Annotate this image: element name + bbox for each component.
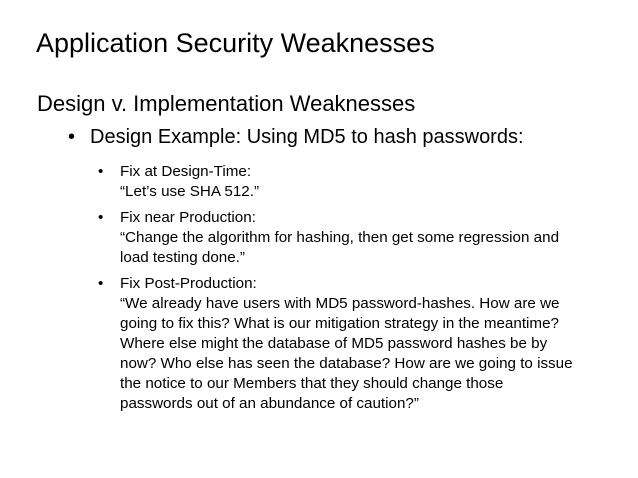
sub-bullet-near-production [98, 208, 559, 268]
bullet-icon: • [98, 209, 104, 226]
sub-bullet-body: “Let’s use SHA 512.” [120, 183, 260, 200]
sub-bullet-body: “Change the algorithm for hashing, then get some regression and load testing done.” [120, 229, 560, 266]
sub-bullet-body: “We already have users with MD5 password-hashes. How are we going to fix this? What is our mitigation strategy in the meantime? Where else might the database of MD5 password hashes be by now? Who else has seen the database? How are we going to issue the notice to our Members that they should change those passwords out of an abundance of caution?” [120, 295, 573, 412]
bullet-icon: • [98, 163, 104, 180]
sub-bullet-heading: Fix Post-Production: [120, 275, 257, 292]
slide-subtitle: Design v. Implementation Weaknesses [37, 91, 416, 116]
bullet-icon: • [68, 126, 76, 148]
sub-bullet-heading: Fix near Production: [120, 209, 256, 226]
sub-bullet-design-time [98, 162, 259, 202]
bullet-icon: • [98, 275, 104, 292]
main-bullet-text: Design Example: Using MD5 to hash passwords: [90, 126, 524, 148]
sub-bullet-heading: Fix at Design-Time: [120, 163, 252, 180]
slide-title: Application Security Weaknesses [36, 28, 435, 58]
sub-bullet-post-production [98, 274, 573, 414]
